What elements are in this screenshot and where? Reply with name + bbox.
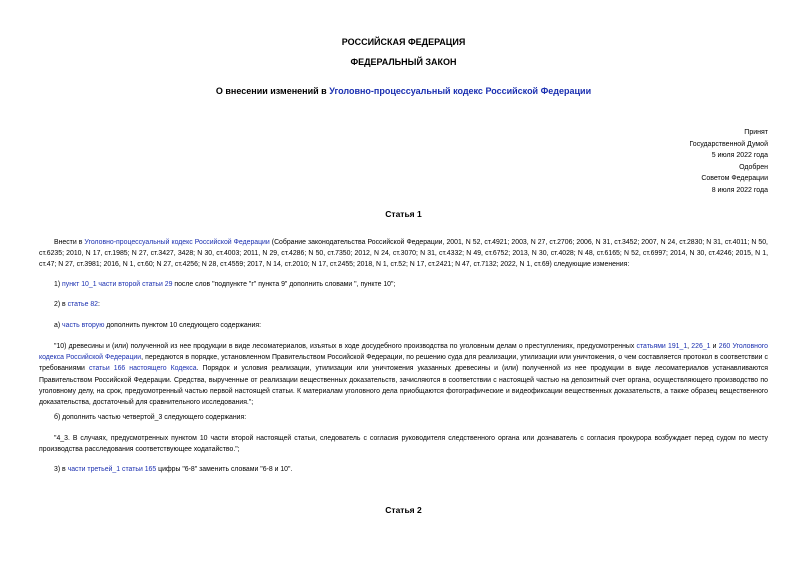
item-text: 3) в	[54, 466, 68, 473]
code-link[interactable]: Уголовно-процессуальный кодекс Российской Федерации	[329, 86, 592, 96]
article-link[interactable]: 260 Уголовного кодекса Российской Федерации	[39, 343, 768, 362]
item-text: дополнить пунктом 10 следующего содержания:	[104, 322, 262, 329]
intro-text: Внести в	[54, 239, 85, 246]
country-heading: РОССИЙСКАЯ ФЕДЕРАЦИЯ	[341, 37, 466, 47]
article-link[interactable]: часть вторую	[62, 322, 105, 329]
adoption-line: Одобрен	[739, 163, 768, 171]
adoption-line: Советом Федерации	[701, 175, 768, 183]
law-title	[0, 86, 807, 96]
article-1-heading: Статья 1	[385, 209, 422, 219]
adoption-line: Принят	[744, 129, 768, 136]
law-title-text: О внесении изменений в	[215, 86, 330, 96]
article-link[interactable]: части третьей_1 статьи 165	[67, 466, 157, 473]
adoption-line: Государственной Думой	[689, 140, 768, 148]
item-2a	[39, 320, 768, 331]
item-text: :	[98, 301, 100, 308]
item-3	[39, 464, 768, 475]
adoption-line: 5 июля 2022 года	[711, 152, 768, 160]
article-link[interactable]: статьи 166 настоящего Кодекса	[88, 365, 197, 373]
item-2	[39, 299, 768, 310]
article-1-intro	[39, 237, 768, 271]
article-link[interactable]: пункт 10_1 части второй статьи 29	[62, 281, 173, 288]
item-text: после слов "подпункте "г" пункта 9" дополнить словами ", пункте 10";	[172, 281, 396, 288]
quote-text: , передаются в порядке, установленном Правительством Российской Федерации, по решению суда для реализации, утилизации или уничтожения, о чем составляется протокол в соответствии с требованиями	[39, 354, 768, 373]
quote-text: . Порядок и условия реализации, утилизации или уничтожения указанных древесины и (или) полученной из нее продукции в виде лесоматериалов устанавливаются Правительством Российской Федерации. Средства, вырученные от реализации вещественных доказательств, зачисляются в соответствии с настоящей частью на депозитный счет органа, осуществляющего производство по уголовному делу, на срок, предусмотренный частью первой настоящей статьи. К материалам уголовного дела приобщаются фотографические и видеофиксации вещественных доказательств, а также образец вещественного доказательства, достаточный для сравнительного исследования.";	[39, 365, 768, 407]
quote-text: "10) древесины и (или) полученной из нее продукции в виде лесоматериалов, изъятых в ходе досудебного производства по уголовным делам о преступлениях, предусмотренных	[54, 343, 637, 350]
item-text: 2) в	[54, 301, 68, 308]
law-type-heading: ФЕДЕРАЛЬНЫЙ ЗАКОН	[350, 57, 457, 67]
article-2-heading: Статья 2	[385, 505, 422, 515]
item-text: 1)	[54, 281, 63, 288]
article-link[interactable]: 226_1	[691, 343, 711, 350]
item-text: цифры "6-8" заменить словами "6-8 и 10".	[156, 466, 293, 473]
item-2b-quote: "4_3. В случаях, предусмотренных пунктом 10 части второй настоящей статьи, следователь с согласия руководителя следственного органа или дознаватель с согласия прокурора возбуждает перед судом по месту производства расследования соответствующее ходатайство.";	[39, 435, 768, 454]
intro-text: (Собрание законодательства Российской Федерации, 2001, N 52, ст.4921; 2003, N 27, ст.2706; 2006, N 31, ст.3452; 2007, N 24, ст.2830; N 31, ст.4011; N 50, ст.6235; 2010, N 17, ст.1985; N 27, ст.3427, 3428; N 30, ст.4003; 2011, N 29, ст.4286; N 50, ст.7350; 2012, N 24, ст.3070; N 31, ст.4332; N 49, ст.6752; 2013, N 30, ст.4028; N 48, ст.6165; N 52, ст.6997; 2014, N 30, ст.4246; 2015, N 1, ст.47; N 27, ст.3981; 2016, N 1, ст.60; N 27, ст.4256; N 28, ст.4559; 2017, N 14, ст.2010; N 17, ст.2455; 2018, N 1, ст.52; N 17, ст.2421; N 47, ст.7132; 2022, N 1, ст.69) следующие изменения:	[39, 239, 768, 269]
quote-text: ,	[687, 343, 692, 350]
article-link[interactable]: статьями 191_1	[636, 343, 688, 350]
code-link[interactable]: Уголовно-процессуальный кодекс Российской Федерации	[84, 239, 270, 246]
item-text: а)	[54, 322, 63, 329]
item-2a-quote	[39, 341, 768, 408]
adoption-block	[689, 127, 768, 197]
item-2b: б) дополнить частью четвертой_3 следующего содержания:	[54, 414, 247, 421]
article-link[interactable]: статье 82	[67, 301, 98, 308]
adoption-line: 8 июля 2022 года	[711, 186, 768, 194]
quote-text: и	[710, 343, 719, 350]
item-1	[39, 279, 768, 290]
